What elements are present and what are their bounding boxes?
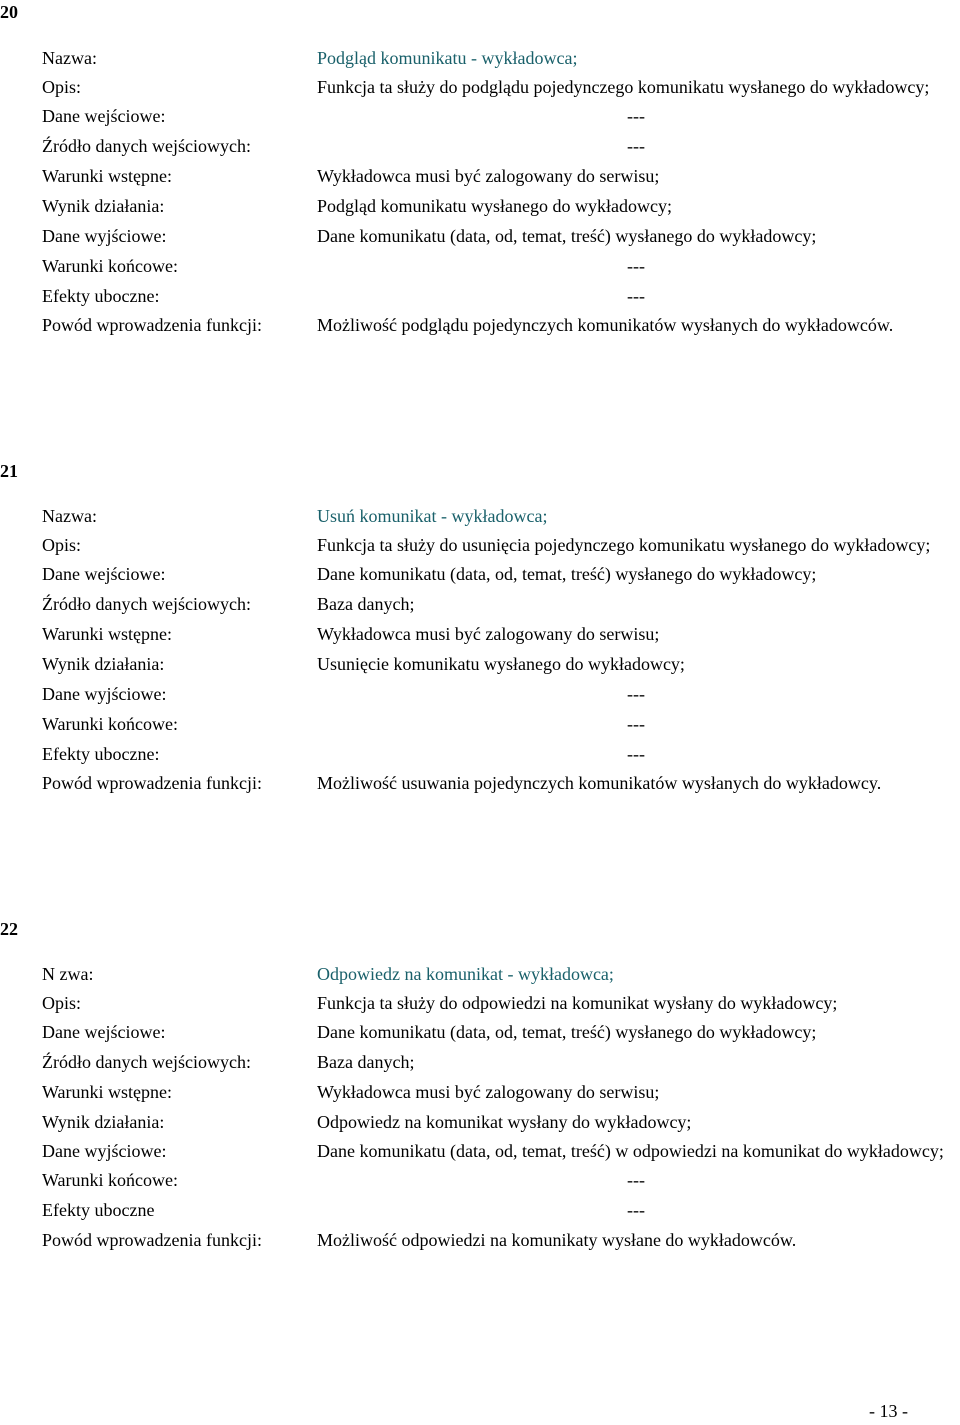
field-value: Wykładowca musi być zalogowany do serwisu; bbox=[317, 624, 660, 644]
field-label: Efekty uboczne: bbox=[42, 286, 160, 306]
function-spec-table bbox=[42, 503, 960, 799]
field-value: --- bbox=[627, 286, 645, 306]
field-value: Funkcja ta służy do usunięcia pojedynczego komunikatu wysłanego do wykładowcy; bbox=[317, 535, 931, 555]
row-input-source bbox=[42, 591, 960, 617]
field-label: Warunki końcowe: bbox=[42, 714, 179, 734]
field-label: Źródło danych wejściowych: bbox=[42, 594, 251, 614]
field-value: --- bbox=[627, 744, 645, 764]
field-value: Funkcja ta służy do podglądu pojedynczego komunikatu wysłanego do wykładowcy; bbox=[317, 77, 930, 97]
section-number: 20 bbox=[0, 2, 18, 22]
field-label: Powód wprowadzenia funkcji: bbox=[42, 1230, 262, 1250]
field-label: Dane wyjściowe: bbox=[42, 684, 167, 704]
row-name bbox=[42, 45, 960, 71]
row-result bbox=[42, 193, 960, 219]
row-output-data bbox=[42, 681, 960, 707]
field-value: Usunięcie komunikatu wysłanego do wykładowcy; bbox=[317, 654, 685, 674]
row-side-effects bbox=[42, 1197, 960, 1223]
field-label: N zwa: bbox=[42, 964, 94, 984]
field-value: --- bbox=[627, 1200, 645, 1220]
field-label: Dane wejściowe: bbox=[42, 106, 166, 126]
row-preconditions bbox=[42, 1079, 960, 1105]
field-label: Warunki wstępne: bbox=[42, 1082, 173, 1102]
field-label: Nazwa: bbox=[42, 48, 97, 68]
field-value: --- bbox=[627, 136, 645, 156]
field-value: Wykładowca musi być zalogowany do serwisu; bbox=[317, 1082, 660, 1102]
row-description bbox=[42, 533, 960, 557]
field-value: Wykładowca musi być zalogowany do serwisu; bbox=[317, 166, 660, 186]
field-value: Odpowiedz na komunikat wysłany do wykładowcy; bbox=[317, 1112, 692, 1132]
field-value: Dane komunikatu (data, od, temat, treść) wysłanego do wykładowcy; bbox=[317, 564, 817, 584]
field-value: --- bbox=[627, 684, 645, 704]
field-value: --- bbox=[627, 714, 645, 734]
field-label: Warunki wstępne: bbox=[42, 624, 173, 644]
function-title: Odpowiedz na komunikat - wykładowca; bbox=[317, 964, 614, 984]
row-reason bbox=[42, 1227, 960, 1253]
field-label: Efekty uboczne bbox=[42, 1200, 155, 1220]
row-reason bbox=[42, 313, 960, 337]
field-value: --- bbox=[627, 256, 645, 276]
row-preconditions bbox=[42, 163, 960, 189]
function-spec-table bbox=[42, 961, 960, 1257]
row-input-source bbox=[42, 133, 960, 159]
field-label: Opis: bbox=[42, 77, 82, 97]
row-name bbox=[42, 503, 960, 529]
field-label: Dane wyjściowe: bbox=[42, 1141, 167, 1161]
field-label: Wynik działania: bbox=[42, 654, 165, 674]
field-value: Dane komunikatu (data, od, temat, treść) wysłanego do wykładowcy; bbox=[317, 226, 817, 246]
page-number: - 13 - bbox=[869, 1401, 908, 1421]
field-label: Warunki wstępne: bbox=[42, 166, 173, 186]
row-postconditions bbox=[42, 253, 960, 279]
field-label: Wynik działania: bbox=[42, 1112, 165, 1132]
field-value: Możliwość odpowiedzi na komunikaty wysłane do wykładowców. bbox=[317, 1230, 797, 1250]
field-label: Wynik działania: bbox=[42, 196, 165, 216]
function-title: Podgląd komunikatu - wykładowca; bbox=[317, 48, 578, 68]
row-description bbox=[42, 991, 960, 1015]
row-result bbox=[42, 651, 960, 677]
field-label: Źródło danych wejściowych: bbox=[42, 136, 251, 156]
row-description bbox=[42, 75, 960, 99]
field-value: Baza danych; bbox=[317, 1052, 415, 1072]
field-value: Baza danych; bbox=[317, 594, 415, 614]
row-name bbox=[42, 961, 960, 987]
row-input-source bbox=[42, 1049, 960, 1075]
field-value: Funkcja ta służy do odpowiedzi na komunikat wysłany do wykładowcy; bbox=[317, 993, 838, 1013]
section-number: 22 bbox=[0, 919, 18, 939]
row-postconditions bbox=[42, 711, 960, 737]
field-value: --- bbox=[627, 106, 645, 126]
field-label: Dane wejściowe: bbox=[42, 564, 166, 584]
field-label: Opis: bbox=[42, 993, 82, 1013]
field-label: Dane wejściowe: bbox=[42, 1022, 166, 1042]
row-preconditions bbox=[42, 621, 960, 647]
field-label: Dane wyjściowe: bbox=[42, 226, 167, 246]
field-label: Powód wprowadzenia funkcji: bbox=[42, 315, 262, 335]
field-value: Możliwość usuwania pojedynczych komunikatów wysłanych do wykładowcy. bbox=[317, 773, 882, 793]
row-input-data bbox=[42, 103, 960, 129]
section-number: 21 bbox=[0, 461, 18, 481]
row-output-data bbox=[42, 223, 960, 249]
function-spec-table bbox=[42, 45, 960, 341]
field-value: Dane komunikatu (data, od, temat, treść) w odpowiedzi na komunikat do wykładowcy; bbox=[317, 1141, 944, 1161]
row-input-data bbox=[42, 1019, 960, 1045]
field-label: Efekty uboczne: bbox=[42, 744, 160, 764]
row-output-data bbox=[42, 1139, 960, 1163]
row-postconditions bbox=[42, 1167, 960, 1193]
row-reason bbox=[42, 771, 960, 795]
field-label: Źródło danych wejściowych: bbox=[42, 1052, 251, 1072]
row-side-effects bbox=[42, 741, 960, 767]
row-input-data bbox=[42, 561, 960, 587]
field-label: Opis: bbox=[42, 535, 82, 555]
field-value: --- bbox=[627, 1170, 645, 1190]
field-value: Możliwość podglądu pojedynczych komunikatów wysłanych do wykładowców. bbox=[317, 315, 894, 335]
function-title: Usuń komunikat - wykładowca; bbox=[317, 506, 548, 526]
field-label: Warunki końcowe: bbox=[42, 1170, 179, 1190]
field-value: Podgląd komunikatu wysłanego do wykładowcy; bbox=[317, 196, 672, 216]
row-side-effects bbox=[42, 283, 960, 309]
field-label: Powód wprowadzenia funkcji: bbox=[42, 773, 262, 793]
field-value: Dane komunikatu (data, od, temat, treść) wysłanego do wykładowcy; bbox=[317, 1022, 817, 1042]
row-result bbox=[42, 1109, 960, 1135]
field-label: Warunki końcowe: bbox=[42, 256, 179, 276]
field-label: Nazwa: bbox=[42, 506, 97, 526]
